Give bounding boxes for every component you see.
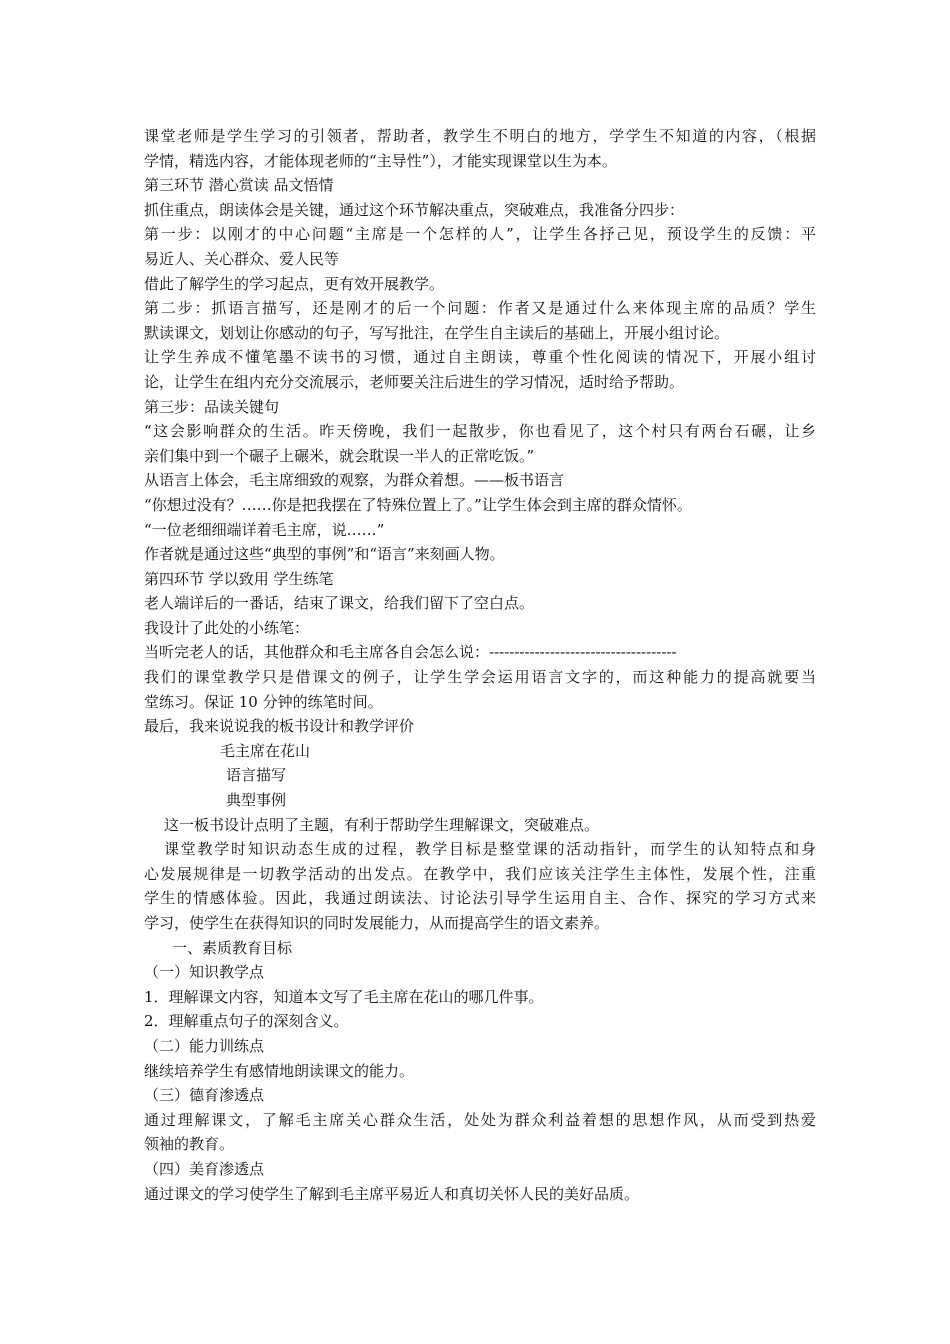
text-line: 继续培养学生有感情地朗读课文的能力。 — [144, 1061, 415, 1080]
text-line: 默读课文，划划让你感动的句子，写写批注，在学生自主读后的基础上，开展小组讨论。 — [144, 323, 730, 342]
text-line: 第三步：品读关键句 — [144, 397, 280, 416]
quote-line: “这会影响群众的生活。昨天傍晚，我们一起散步，你也看见了，这个村只有两台石碾，让乡 — [144, 422, 816, 441]
quote-line: 亲们集中到一个碾子上碾米，就会耽误一半人的正常吃饭。” — [144, 446, 535, 465]
quote-line: “你想过没有？……你是把我摆在了特殊位置上了。”让学生体会到主席的群众情怀。 — [144, 495, 692, 514]
section-heading: 第四环节 学以致用 学生练笔 — [144, 569, 334, 588]
text-line: 学生的情感体验。因此，我通过朗读法、讨论法引导学生运用自主、合作、探究的学习方式来 — [144, 889, 816, 908]
text-line: 我设计了此处的小练笔： — [144, 618, 310, 637]
quote-line: “一位老细细端详着毛主席，说……” — [144, 520, 385, 539]
text-line: 学情，精选内容，才能体现老师的“主导性”），才能实现课堂以生为本。 — [144, 151, 617, 170]
text-line: 第一步：以刚才的中心问题“主席是一个怎样的人”，让学生各抒己见，预设学生的反馈：平 — [144, 225, 816, 244]
text-line: 论，让学生在组内充分交流展示，老师要关注后进生的学习情况，适时给予帮助。 — [144, 372, 685, 391]
list-item: 2．理解重点句子的深刻含义。 — [144, 1012, 349, 1031]
section-heading: 第三环节 潜心赏读 品文悟情 — [144, 176, 334, 195]
text-line: 我们的课堂教学只是借课文的例子，让学生学会运用语言文字的，而这种能力的提高就要当 — [144, 668, 816, 687]
text-line: 第二步：抓语言描写，还是刚才的后一个问题：作者又是通过什么来体现主席的品质？学生 — [144, 299, 816, 318]
text-line: 老人端详后的一番话，结束了课文，给我们留下了空白点。 — [144, 594, 535, 613]
text-line: 让学生养成不懂笔墨不读书的习惯，通过自主朗读，尊重个性化阅读的情况下，开展小组讨 — [144, 348, 816, 367]
text-line: 当听完老人的话，其他群众和毛主席各自会怎么说：------------------------------------- — [144, 643, 677, 662]
subsection-heading: （二）能力训练点 — [144, 1036, 265, 1055]
text-line: 抓住重点，朗读体会是关键，通过这个环节解决重点，突破难点，我准备分四步： — [144, 200, 685, 219]
list-item: 1．理解课文内容，知道本文写了毛主席在花山的哪几件事。 — [144, 987, 544, 1006]
board-design-title: 毛主席在花山 — [220, 741, 311, 760]
text-line: 学习，使学生在获得知识的同时发展能力，从而提高学生的语文素养。 — [144, 914, 610, 932]
text-line: 最后，我来说说我的板书设计和教学评价 — [144, 717, 415, 736]
subsection-heading: （四）美育渗透点 — [144, 1159, 265, 1178]
board-design-item: 语言描写 — [226, 766, 287, 785]
section-heading: 一、素质教育目标 — [172, 938, 293, 957]
text-line: 通过理解课文，了解毛主席关心群众生活，处处为群众利益着想的思想作风，从而受到热爱 — [144, 1110, 816, 1129]
text-line: 课堂教学时知识动态生成的过程，教学目标是整堂课的活动指针，而学生的认知特点和身 — [164, 840, 816, 859]
text-line: 通过课文的学习使学生了解到毛主席平易近人和真切关怀人民的美好品质。 — [144, 1184, 640, 1203]
text-line: 作者就是通过这些“典型的事例”和“语言”来刻画人物。 — [144, 545, 505, 564]
text-line: 从语言上体会，毛主席细致的观察，为群众着想。——板书语言 — [144, 471, 565, 490]
text-line: 易近人、关心群众、爱人民等 — [144, 249, 340, 268]
subsection-heading: （一）知识教学点 — [144, 963, 265, 982]
text-line: 心发展规律是一切教学活动的出发点。在教学中，我们应该关注学生主体性，发展个性，注重 — [144, 864, 816, 883]
subsection-heading: （三）德育渗透点 — [144, 1086, 265, 1105]
text-line: 这一板书设计点明了主题，有利于帮助学生理解课文，突破难点。 — [164, 815, 600, 834]
text-line: 借此了解学生的学习起点，更有效开展教学。 — [144, 274, 445, 293]
text-line: 课堂老师是学生学习的引领者，帮助者，教学生不明白的地方，学学生不知道的内容，（根据 — [144, 127, 816, 145]
text-line: 堂练习。保证 10 分钟的练笔时间。 — [144, 692, 383, 711]
document-body — [144, 124, 816, 1206]
board-design-item: 典型事例 — [226, 791, 287, 810]
text-line: 领袖的教育。 — [144, 1135, 235, 1154]
